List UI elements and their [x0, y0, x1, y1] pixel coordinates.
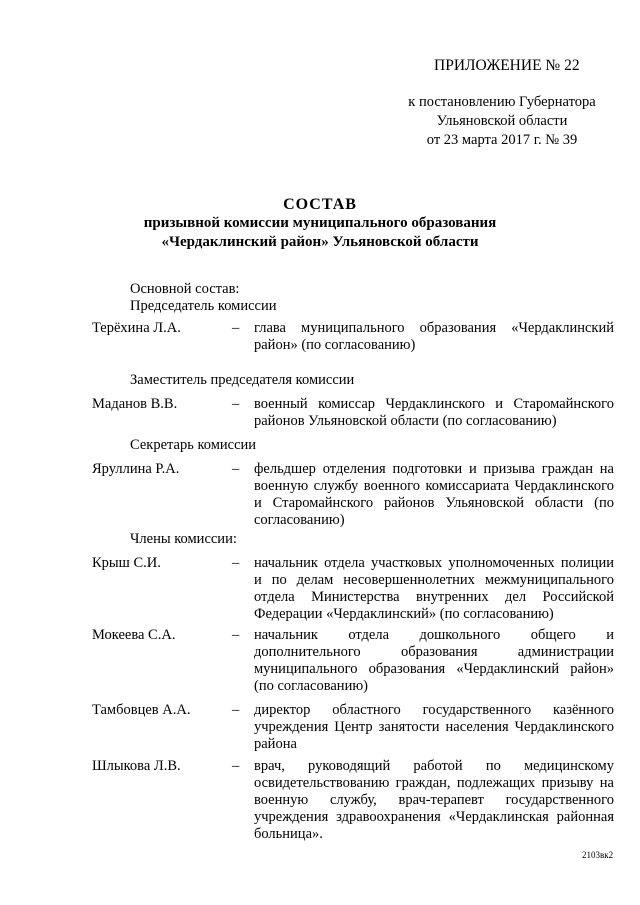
section-members: Члены комиссии:: [130, 531, 237, 547]
member-name: Яруллина Р.А.: [92, 461, 180, 477]
member-row: [92, 320, 614, 354]
member-dash: –: [232, 396, 240, 412]
member-name: Крыш С.И.: [92, 555, 161, 571]
appendix-title: ПРИЛОЖЕНИЕ № 22: [434, 57, 580, 74]
appendix-note-line: Ульяновской области: [436, 113, 568, 129]
member-dash: –: [232, 555, 240, 571]
member-row: [92, 702, 614, 753]
member-name: Терёхина Л.А.: [92, 320, 181, 336]
member-row: [92, 396, 614, 430]
member-name: Мокеева С.А.: [92, 627, 176, 643]
member-row: [92, 758, 614, 843]
member-dash: –: [232, 461, 240, 477]
document-title: [120, 195, 520, 252]
member-role: начальник отдела дошкольного общего и дополнительного образования администрации муниципального образования «Чердаклинский район» (по согласованию): [254, 627, 614, 694]
section-secretary: Секретарь комиссии: [130, 437, 257, 453]
title-subtitle-line: «Чердаклинский район» Ульяновской области: [161, 234, 479, 250]
member-dash: –: [232, 702, 240, 718]
member-name: Маданов В.В.: [92, 396, 178, 412]
member-dash: –: [232, 320, 240, 336]
member-name: Шлыкова Л.В.: [92, 758, 181, 774]
member-dash: –: [232, 627, 240, 643]
member-role: военный комиссар Чердаклинского и Старомайнского районов Ульяновской области (по согласованию): [254, 396, 614, 429]
member-row: [92, 627, 614, 695]
section-chairman: Председатель комиссии: [130, 298, 277, 314]
member-dash: –: [232, 758, 240, 774]
section-main-composition: Основной состав:: [130, 281, 240, 297]
title-heading: СОСТАВ: [283, 196, 357, 213]
section-deputy: Заместитель председателя комиссии: [130, 372, 355, 388]
member-role: начальник отдела участковых уполномоченных полиции и по делам несовершеннолетних межмуниципального отдела Министерства внутренних дел Российской Федерации «Чердаклинский» (по согласованию): [254, 555, 614, 622]
appendix-note: [402, 93, 602, 150]
appendix-note-line: от 23 марта 2017 г. № 39: [426, 132, 578, 148]
member-role: фельдшер отделения подготовки и призыва граждан на военную службу военного комиссариата Чердаклинского и Старомайнского районов Ульяновской области (по согласованию): [254, 461, 614, 528]
member-name: Тамбовцев А.А.: [92, 702, 191, 718]
member-row: [92, 555, 614, 623]
member-role: глава муниципального образования «Чердаклинский район» (по согласованию): [254, 320, 614, 353]
member-role: директор областного государственного казённого учреждения Центр занятости населения Чердаклинского района: [254, 702, 614, 752]
member-role: врач, руководящий работой по медицинскому освидетельствованию граждан, подлежащих призыву на военную службу, врач-терапевт государственного учреждения здравоохранения «Чердаклинская районная больница».: [254, 758, 614, 842]
member-row: [92, 461, 614, 529]
document-code: 2103вк2: [582, 850, 614, 860]
appendix-note-line: к постановлению Губернатора: [408, 94, 596, 110]
title-subtitle-line: призывной комиссии муниципального образования: [143, 215, 497, 231]
